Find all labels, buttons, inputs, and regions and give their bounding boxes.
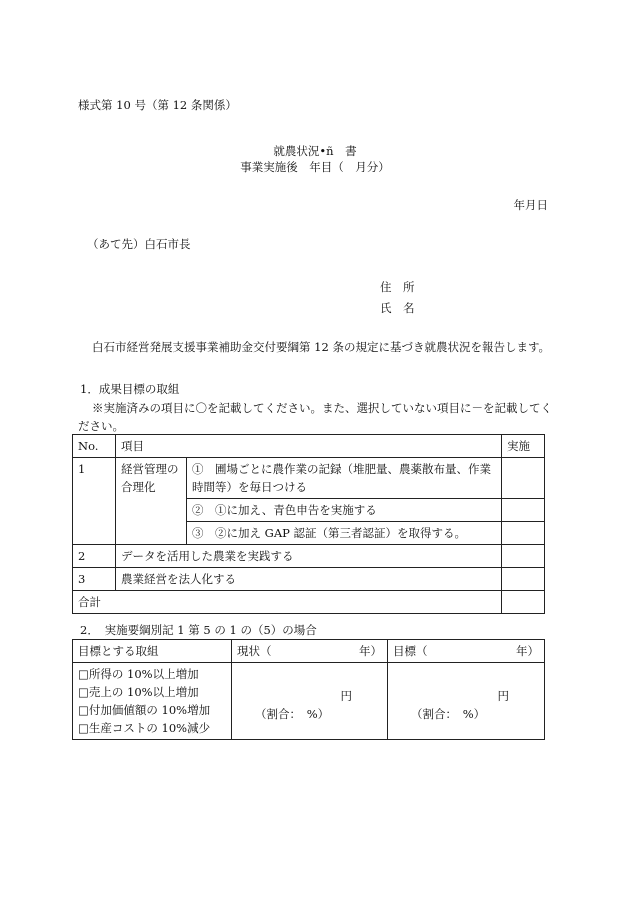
done-cell[interactable] [502, 522, 545, 545]
name-label: 氏 名 [380, 301, 415, 315]
goal-options [73, 663, 232, 740]
table-row [73, 568, 545, 591]
header-current-year: 年） [359, 644, 382, 658]
row-no: 1 [73, 458, 116, 545]
header-target-label: 目標（ [393, 644, 428, 658]
table-header-row [73, 435, 545, 458]
total-label: 合計 [73, 591, 502, 614]
address-label: 住 所 [380, 280, 415, 294]
document-title: 就農状況•ñ 書 [273, 144, 357, 158]
current-value-cell[interactable] [232, 663, 388, 740]
row-category: 経営管理の合理化 [116, 458, 187, 545]
done-cell[interactable] [502, 568, 545, 591]
option-item[interactable]: □所得の 10%以上増加 [78, 667, 199, 681]
addressee: （あて先）白石市長 [87, 237, 191, 251]
table-header-row [73, 640, 545, 663]
header-no: No. [73, 435, 116, 458]
subitem: ② ①に加え、青色申告を実施する [187, 499, 502, 522]
table-row [73, 663, 545, 740]
row-item: 農業経営を法人化する [116, 568, 502, 591]
form-number: 様式第 10 号（第 12 条関係） [78, 98, 237, 112]
document-subtitle: 事業実施後 年目（ 月分） [240, 160, 390, 174]
goal-table [72, 639, 545, 740]
row-no: 2 [73, 545, 116, 568]
header-goal: 目標とする取組 [73, 640, 232, 663]
option-item[interactable]: □付加価値額の 10%増加 [78, 703, 211, 717]
subitem: ③ ②に加え GAP 認証（第三者認証）を取得する。 [187, 522, 502, 545]
header-target-year: 年） [516, 644, 539, 658]
date-label: 年月日 [513, 198, 548, 212]
section1-heading: 1．成果目標の取組 [80, 382, 180, 396]
row-no: 3 [73, 568, 116, 591]
done-cell[interactable] [502, 458, 545, 499]
header-target [388, 640, 545, 663]
section2-heading: 2． 実施要綱別記 1 第 5 の 1 の（5）の場合 [80, 623, 317, 637]
target-value-cell[interactable] [388, 663, 545, 740]
header-current [232, 640, 388, 663]
intro-paragraph: 白石市経営発展支援事業補助金交付要綱第 12 条の規定に基づき就農状況を報告します。 [92, 340, 551, 354]
subitem: ① 圃場ごとに農作業の記録（堆肥量、農薬散布量、作業時間等）を毎日つける [187, 458, 502, 499]
outcome-table [72, 434, 545, 614]
header-item: 項目 [116, 435, 502, 458]
row-item: データを活用した農業を実践する [116, 545, 502, 568]
total-cell[interactable] [502, 591, 545, 614]
header-current-label: 現状（ [237, 644, 272, 658]
current-yen: 円 [340, 689, 352, 703]
table-row [73, 458, 545, 499]
target-yen: 円 [497, 689, 509, 703]
table-row [73, 545, 545, 568]
target-ratio: （割合： %） [411, 707, 486, 721]
done-cell[interactable] [502, 545, 545, 568]
header-done: 実施 [502, 435, 545, 458]
option-item[interactable]: □生産コストの 10%減少 [78, 721, 211, 735]
done-cell[interactable] [502, 499, 545, 522]
section1-note: ※実施済みの項目に〇を記載してください。また、選択していない項目に－を記載してください。 [78, 401, 552, 433]
option-item[interactable]: □売上の 10%以上増加 [78, 685, 199, 699]
current-ratio: （割合： %） [255, 707, 330, 721]
total-row [73, 591, 545, 614]
